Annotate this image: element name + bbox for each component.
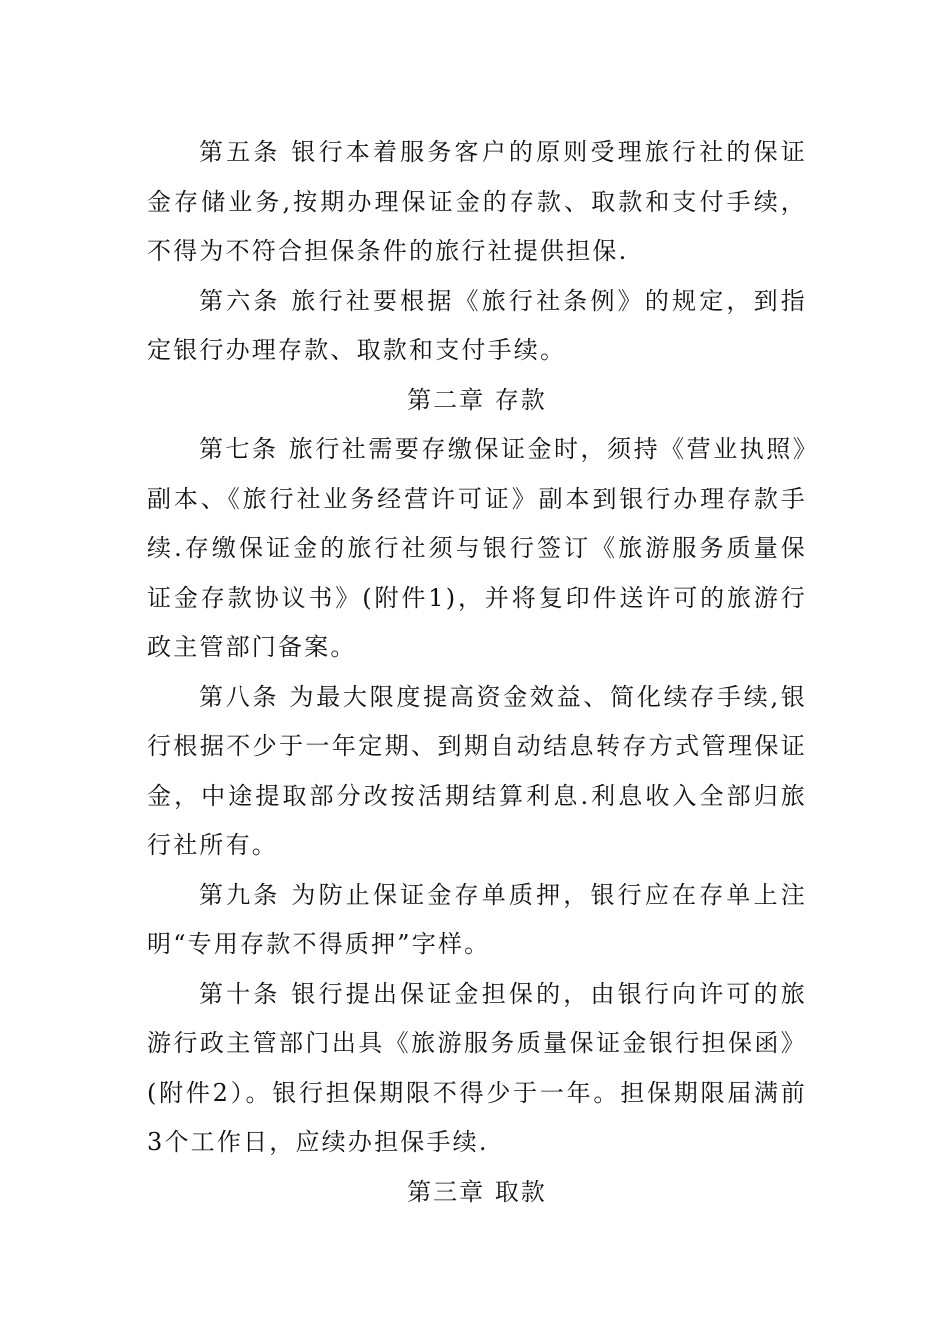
article-9: 第九条 为防止保证金存单质押，银行应在存单上注明“专用存款不得质押”字样。: [147, 880, 807, 958]
article-10: 第十条 银行提出保证金担保的，由银行向许可的旅游行政主管部门出具《旅游服务质量保证金银行担保函》(附件2）。银行担保期限不得少于一年。担保期限届满前3个工作日，应续办担保手续.: [147, 979, 807, 1156]
article-8: 第八条 为最大限度提高资金效益、简化续存手续,银行根据不少于一年定期、到期自动结息转存方式管理保证金，中途提取部分改按活期结算利息.利息收入全部归旅行社所有。: [147, 682, 807, 859]
chapter-3-heading: 第三章 取款: [407, 1177, 547, 1206]
document-body: [147, 128, 807, 1217]
article-7: 第七条 旅行社需要存缴保证金时，须持《营业执照》副本、《旅行社业务经营许可证》副本到银行办理存款手续.存缴保证金的旅行社须与银行签订《旅游服务质量保证金存款协议书》(附件1)，并将复印件送许可的旅游行政主管部门备案。: [147, 435, 807, 661]
article-6: 第六条 旅行社要根据《旅行社条例》的规定，到指定银行办理存款、取款和支付手续。: [147, 286, 807, 364]
article-5: 第五条 银行本着服务客户的原则受理旅行社的保证金存储业务,按期办理保证金的存款、取款和支付手续，不得为不符合担保条件的旅行社提供担保.: [147, 138, 807, 265]
chapter-2-heading: 第二章 存款: [407, 385, 547, 414]
